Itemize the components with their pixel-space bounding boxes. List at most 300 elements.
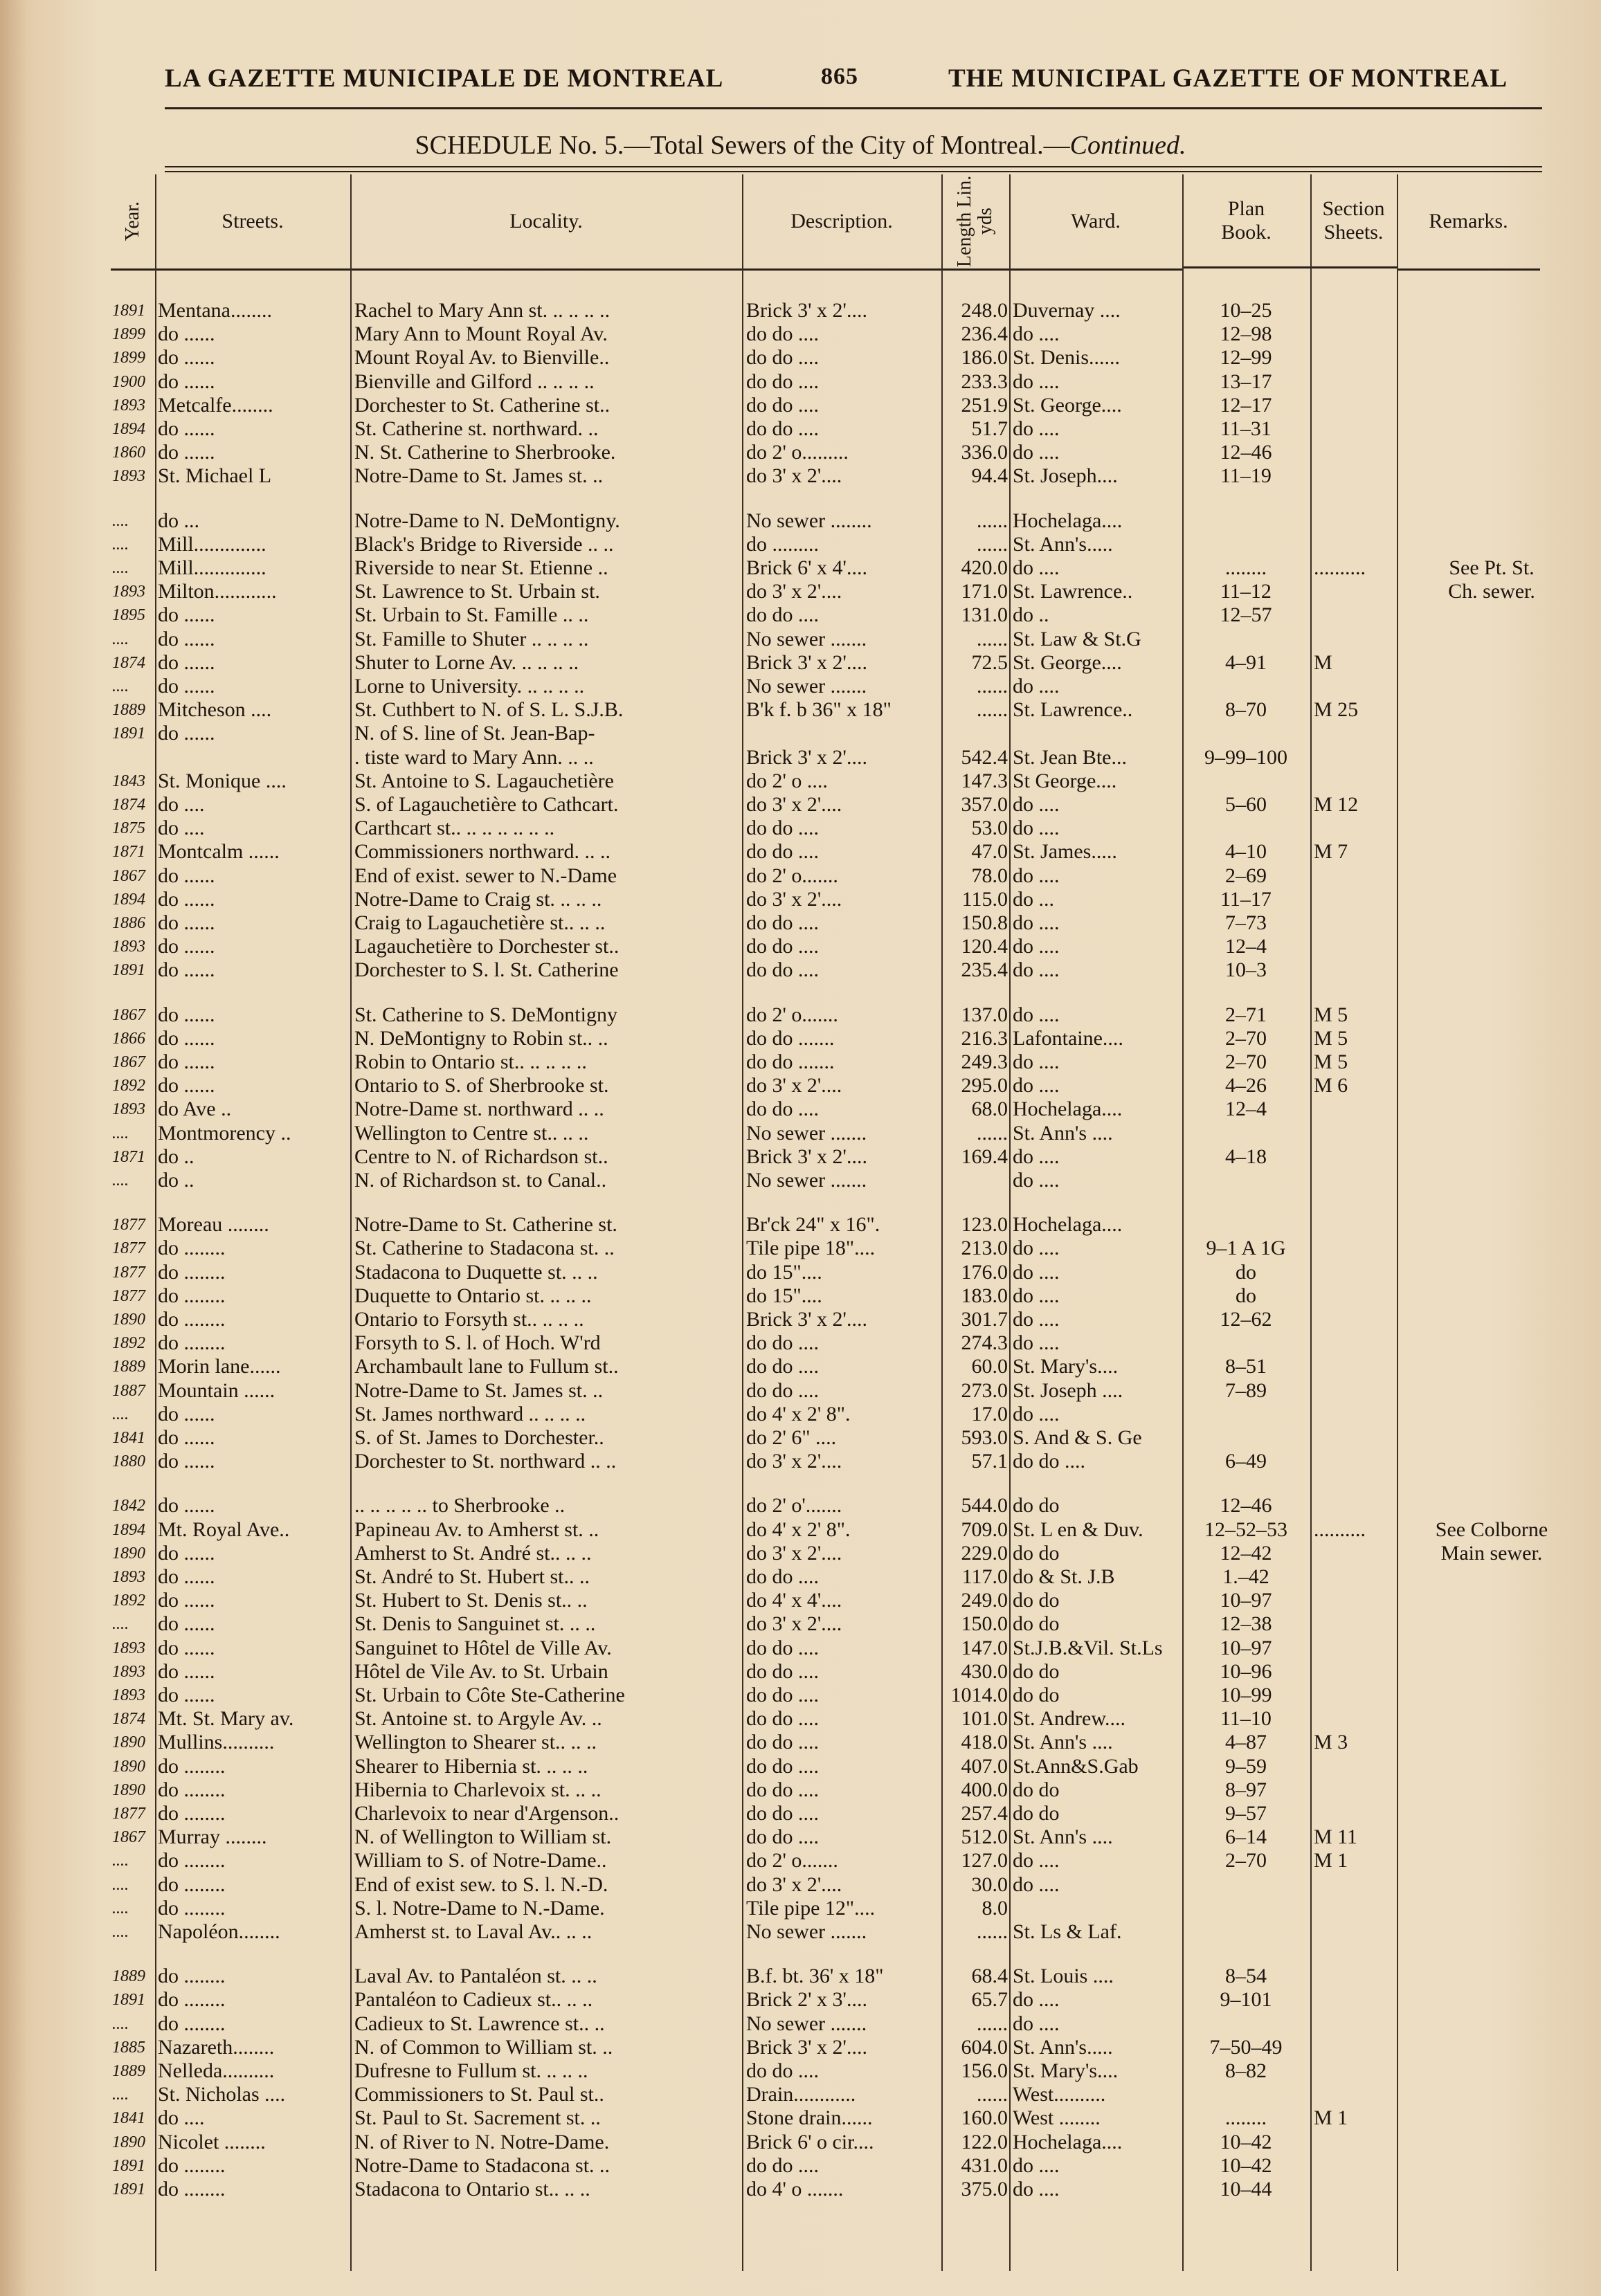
plan-book-cell: 11–19 xyxy=(1220,464,1272,488)
description-cell: do do .... xyxy=(746,2153,819,2177)
year-cell: 1891 xyxy=(112,2180,145,2198)
ward-cell: Hochelaga.... xyxy=(1013,1097,1123,1121)
length-cell: 160.0 xyxy=(961,2106,1008,2130)
year-cell: 1890 xyxy=(112,1733,145,1752)
year-cell: 1893 xyxy=(112,396,145,414)
ward-cell: do do xyxy=(1013,1541,1060,1565)
length-cell: ...... xyxy=(977,675,1008,698)
length-cell: 418.0 xyxy=(961,1731,1008,1754)
header-english-title: THE MUNICIPAL GAZETTE OF MONTREAL xyxy=(948,64,1508,93)
ward-cell: do .... xyxy=(1013,1331,1060,1355)
table-row xyxy=(111,675,1540,698)
length-cell: 216.3 xyxy=(961,1026,1008,1050)
length-cell: 1014.0 xyxy=(950,1684,1008,1706)
year-cell: .... xyxy=(112,535,129,554)
street-cell: Mountain ...... xyxy=(158,1378,275,1402)
description-cell: No sewer ........ xyxy=(746,509,872,532)
plan-book-cell: 6–14 xyxy=(1225,1825,1267,1849)
plan-book-cell: 11–10 xyxy=(1220,1707,1272,1731)
year-cell: 1893 xyxy=(112,938,145,956)
locality-cell: Notre-Dame to Craig st. .. .. .. xyxy=(354,887,602,911)
ward-cell: do do xyxy=(1013,1494,1060,1518)
plan-book-cell: 1.–42 xyxy=(1222,1565,1269,1588)
description-cell: do do ....... xyxy=(746,1026,835,1050)
length-cell: 375.0 xyxy=(961,2178,1008,2201)
plan-book-cell: 10–99 xyxy=(1220,1684,1272,1706)
street-cell: do ...... xyxy=(158,370,215,393)
year-cell: 1890 xyxy=(112,2133,145,2151)
ward-cell: West.......... xyxy=(1013,2083,1106,2106)
description-cell: do do .... xyxy=(746,1331,819,1355)
ward-cell: St. Ann's..... xyxy=(1013,2035,1113,2059)
street-cell: St. Michael L xyxy=(158,464,272,488)
year-cell: 1887 xyxy=(112,1381,145,1400)
table-row xyxy=(111,651,1540,675)
street-cell: do ...... xyxy=(158,1003,215,1026)
street-cell: do ........ xyxy=(158,1802,226,1825)
year-cell: 1889 xyxy=(112,1967,145,1986)
ward-cell: St. Mary's.... xyxy=(1013,2059,1119,2082)
plan-book-cell: 7–89 xyxy=(1225,1378,1267,1402)
plan-book-cell: 9–59 xyxy=(1225,1754,1267,1778)
description-cell: do do .... xyxy=(746,958,819,982)
length-cell: 295.0 xyxy=(961,1074,1008,1097)
length-cell: 604.0 xyxy=(961,2035,1008,2059)
description-cell: do ......... xyxy=(746,532,819,556)
table-row xyxy=(111,2154,1540,2178)
locality-cell: Shuter to Lorne Av. .. .. .. .. xyxy=(354,650,579,674)
year-cell: 1871 xyxy=(112,843,145,862)
length-cell: 122.0 xyxy=(961,2130,1008,2153)
street-cell: do ........ xyxy=(158,1778,226,1801)
year-cell: 1880 xyxy=(112,1452,145,1471)
year-cell: 1874 xyxy=(112,653,145,672)
table-row xyxy=(111,1920,1540,1944)
length-cell: 115.0 xyxy=(961,887,1008,911)
description-cell: do 4' x 2' 8". xyxy=(746,1402,851,1425)
table-row xyxy=(111,2036,1540,2059)
length-cell: ...... xyxy=(977,2012,1008,2035)
street-cell: St. Nicholas .... xyxy=(158,2083,286,2106)
ward-cell: do do .... xyxy=(1013,1450,1085,1473)
locality-cell: Notre-Dame to St. James st. .. xyxy=(354,1378,604,1402)
plan-book-cell: 10–42 xyxy=(1220,2130,1272,2153)
plan-book-cell: 2–70 xyxy=(1225,1849,1267,1873)
length-cell: 120.4 xyxy=(961,935,1008,958)
locality-cell: Hibernia to Charlevoix st. .. .. xyxy=(354,1778,601,1801)
year-cell: 1891 xyxy=(112,302,145,320)
street-cell: do ...... xyxy=(158,441,215,464)
length-cell: 137.0 xyxy=(961,1003,1008,1026)
table-row xyxy=(111,322,1540,346)
description-cell: No sewer ....... xyxy=(746,1920,867,1943)
plan-book-cell: 12–52–53 xyxy=(1204,1518,1287,1541)
plan-book-cell: 12–38 xyxy=(1220,1612,1272,1636)
description-cell: do do .... xyxy=(746,393,819,417)
plan-book-cell: 12–17 xyxy=(1220,393,1272,417)
year-cell: 1889 xyxy=(112,1358,145,1376)
description-cell: do 3' x 2'.... xyxy=(746,1541,842,1565)
length-cell: 117.0 xyxy=(961,1565,1008,1588)
table-row xyxy=(111,2106,1540,2130)
length-cell: 229.0 xyxy=(961,1541,1008,1565)
ward-cell: St. Law & St.G xyxy=(1013,627,1141,650)
year-cell: .... xyxy=(112,2086,129,2104)
year-cell: .... xyxy=(112,1124,129,1142)
ward-cell: do do xyxy=(1013,1802,1060,1825)
street-cell: Moreau ........ xyxy=(158,1213,269,1237)
street-cell: Mentana........ xyxy=(158,299,272,322)
ward-cell: do .... xyxy=(1013,1308,1060,1331)
column-header-streets: Streets. xyxy=(155,174,350,271)
table-row xyxy=(111,1379,1540,1403)
section-sheets-cell: .......... xyxy=(1314,556,1366,579)
length-cell: 30.0 xyxy=(971,1873,1008,1896)
section-sheets-cell: M 5 xyxy=(1314,1050,1348,1073)
length-cell: 249.3 xyxy=(961,1050,1008,1073)
locality-cell: Notre-Dame st. northward .. .. xyxy=(354,1097,604,1121)
locality-cell: St. Antoine to S. Lagauchetière xyxy=(354,769,614,792)
description-cell: do do .... xyxy=(746,840,819,864)
street-cell: do ........ xyxy=(158,1873,226,1896)
plan-book-cell: 4–91 xyxy=(1225,650,1267,674)
year-cell: 1893 xyxy=(112,467,145,486)
description-cell: do 3' x 2'.... xyxy=(746,887,842,911)
year-cell: 1891 xyxy=(112,725,145,743)
column-header-year: Year. xyxy=(111,174,155,271)
plan-book-cell: 4–87 xyxy=(1225,1731,1267,1754)
ward-cell: St. George.... xyxy=(1013,393,1122,417)
column-header-description: Description. xyxy=(742,174,941,271)
street-cell: do Ave .. xyxy=(158,1097,232,1121)
street-cell: do ........ xyxy=(158,1331,226,1355)
description-cell: Brick 3' x 2'.... xyxy=(746,1145,867,1168)
plan-book-cell: 4–10 xyxy=(1225,840,1267,864)
ward-cell: St. Denis...... xyxy=(1013,346,1121,370)
locality-cell: Carthcart st.. .. .. .. .. .. .. xyxy=(354,817,555,840)
ward-cell: St.J.B.&Vil. St.Ls xyxy=(1013,1636,1163,1659)
length-cell: ...... xyxy=(977,1920,1008,1943)
description-cell: Brick 6' o cir.... xyxy=(746,2130,874,2153)
ward-cell: do .... xyxy=(1013,556,1060,579)
description-cell: do do .... xyxy=(746,935,819,958)
length-cell: 236.4 xyxy=(961,322,1008,346)
description-cell: do do .... xyxy=(746,1802,819,1825)
year-cell: .... xyxy=(112,2014,129,2033)
locality-cell: St. Hubert to St. Denis st.. .. xyxy=(354,1589,588,1612)
table-row xyxy=(111,2178,1540,2201)
column-header-plan-book: Plan Book. xyxy=(1182,174,1310,268)
locality-cell: Notre-Dame to N. DeMontigny. xyxy=(354,509,620,532)
table-row xyxy=(111,1308,1540,1331)
locality-cell: Stadacona to Duquette st. .. .. xyxy=(354,1260,598,1284)
ward-cell: St. James..... xyxy=(1013,840,1117,864)
length-cell: 357.0 xyxy=(961,793,1008,816)
section-sheets-cell: M 25 xyxy=(1314,698,1359,722)
table-row xyxy=(111,1122,1540,1145)
column-header-remarks: Remarks. xyxy=(1397,174,1540,271)
plan-book-cell: 12–57 xyxy=(1220,603,1272,627)
locality-cell: S. of St. James to Dorchester.. xyxy=(354,1426,604,1449)
street-cell: do ...... xyxy=(158,1541,215,1565)
description-cell: do 4' o ....... xyxy=(746,2178,844,2201)
plan-book-cell: 7–73 xyxy=(1225,911,1267,934)
year-cell: 1867 xyxy=(112,1005,145,1024)
table-row xyxy=(111,793,1540,817)
ward-cell: do do xyxy=(1013,1684,1060,1706)
year-cell: .... xyxy=(112,1615,129,1634)
street-cell: do ...... xyxy=(158,887,215,911)
description-cell: do do .... xyxy=(746,2059,819,2082)
plan-book-cell: 2–70 xyxy=(1225,1026,1267,1050)
length-cell: 233.3 xyxy=(961,370,1008,393)
locality-cell: Dorchester to S. l. St. Catherine xyxy=(354,958,619,982)
year-cell: .... xyxy=(112,559,129,577)
length-cell: 127.0 xyxy=(961,1849,1008,1873)
street-cell: do ........ xyxy=(158,1896,226,1920)
plan-book-cell: 12–4 xyxy=(1225,1097,1267,1121)
description-cell: Brick 3' x 2'.... xyxy=(746,299,867,322)
street-cell: do ...... xyxy=(158,650,215,674)
table-row xyxy=(111,1873,1540,1897)
ward-cell: do do xyxy=(1013,1659,1060,1683)
street-cell: do ...... xyxy=(158,1636,215,1659)
description-cell: do do .... xyxy=(746,1659,819,1683)
ward-cell: St. Mary's.... xyxy=(1013,1355,1119,1378)
street-cell: Nazareth........ xyxy=(158,2035,275,2059)
schedule-title-text: SCHEDULE No. 5.—Total Sewers of the City of Montreal.— xyxy=(415,131,1070,160)
table-row xyxy=(111,1731,1540,1754)
locality-cell: Mary Ann to Mount Royal Av. xyxy=(354,322,608,346)
plan-book-cell: 11–17 xyxy=(1220,887,1272,911)
description-cell: No sewer ....... xyxy=(746,1121,867,1145)
table-row xyxy=(111,2083,1540,2106)
length-cell: 542.4 xyxy=(961,745,1008,769)
description-cell: do 3' x 2'.... xyxy=(746,793,842,816)
street-cell: do ........ xyxy=(158,1237,226,1260)
year-cell: .... xyxy=(112,511,129,530)
ward-cell: do ... xyxy=(1013,887,1054,911)
year-cell: 1892 xyxy=(112,1334,145,1353)
length-cell: 249.0 xyxy=(961,1589,1008,1612)
length-cell: ...... xyxy=(977,2083,1008,2106)
ward-cell: St. Jean Bte... xyxy=(1013,745,1127,769)
locality-cell: Hôtel de Vile Av. to St. Urbain xyxy=(354,1659,608,1683)
table-row xyxy=(111,556,1540,580)
locality-cell: Wellington to Shearer st.. .. .. xyxy=(354,1731,597,1754)
year-cell: 1877 xyxy=(112,1239,145,1258)
ward-cell: do do xyxy=(1013,1589,1060,1612)
length-cell: 273.0 xyxy=(961,1378,1008,1402)
ward-cell: do .. xyxy=(1013,603,1049,627)
street-cell: Mullins.......... xyxy=(158,1731,275,1754)
length-cell: ...... xyxy=(977,509,1008,532)
street-cell: do ........ xyxy=(158,1754,226,1778)
plan-book-cell: 10–97 xyxy=(1220,1636,1272,1659)
plan-book-cell: 10–3 xyxy=(1225,958,1267,982)
description-cell: do do .... xyxy=(746,817,819,840)
year-cell: 1866 xyxy=(112,1029,145,1048)
length-cell: 213.0 xyxy=(961,1237,1008,1260)
table-row xyxy=(111,1426,1540,1450)
plan-book-cell: 12–46 xyxy=(1220,1494,1272,1518)
table-row xyxy=(111,698,1540,722)
locality-cell: Amherst st. to Laval Av.. .. .. xyxy=(354,1920,593,1943)
remarks-cell: See Pt. St. xyxy=(1449,556,1535,579)
length-cell: 251.9 xyxy=(961,393,1008,417)
table-row xyxy=(111,935,1540,958)
length-cell: 301.7 xyxy=(961,1308,1008,1331)
length-cell: 94.4 xyxy=(971,464,1008,488)
table-row xyxy=(111,1027,1540,1050)
ward-cell: do .... xyxy=(1013,441,1060,464)
street-cell: do ...... xyxy=(158,1494,215,1518)
column-header-section-sheets: Section Sheets. xyxy=(1310,174,1397,268)
length-cell: 101.0 xyxy=(961,1707,1008,1731)
street-cell: do ........ xyxy=(158,1988,226,2012)
title-rule xyxy=(165,166,1542,167)
locality-cell: St. Catherine st. northward. .. xyxy=(354,417,599,440)
table-row xyxy=(111,1074,1540,1097)
street-cell: Metcalfe........ xyxy=(158,393,273,417)
description-cell: do do .... xyxy=(746,1565,819,1588)
length-cell: 150.0 xyxy=(961,1612,1008,1636)
year-cell: 1867 xyxy=(112,1053,145,1071)
street-cell: do ...... xyxy=(158,1402,215,1425)
locality-cell: Duquette to Ontario st. .. .. .. xyxy=(354,1284,592,1307)
description-cell: do do .... xyxy=(746,1754,819,1778)
ward-cell: do .... xyxy=(1013,370,1060,393)
street-cell: do ...... xyxy=(158,1589,215,1612)
street-cell: do ........ xyxy=(158,2178,226,2201)
ward-cell: Hochelaga.... xyxy=(1013,2130,1123,2153)
ward-cell: St. Lawrence.. xyxy=(1013,580,1133,603)
ward-cell: do .... xyxy=(1013,322,1060,346)
street-cell: Mill.............. xyxy=(158,532,266,556)
year-cell: .... xyxy=(112,1923,129,1941)
plan-book-cell: 5–60 xyxy=(1225,793,1267,816)
locality-cell: William to S. of Notre-Dame.. xyxy=(354,1849,607,1873)
schedule-title xyxy=(0,130,1601,161)
remarks-cell: See Colborne xyxy=(1435,1518,1548,1541)
length-cell: 131.0 xyxy=(961,603,1008,627)
description-cell: do 3' x 2'.... xyxy=(746,1873,842,1896)
description-cell: B'k f. b 36" x 18" xyxy=(746,698,892,722)
description-cell: do do .... xyxy=(746,322,819,346)
description-cell: B.f. bt. 36' x 18" xyxy=(746,1965,884,1988)
street-cell: do .... xyxy=(158,793,205,816)
description-cell: do do .... xyxy=(746,603,819,627)
length-cell: 431.0 xyxy=(961,2153,1008,2177)
locality-cell: Laval Av. to Pantaléon st. .. .. xyxy=(354,1965,597,1988)
table-row xyxy=(111,746,1540,769)
ward-cell: do .... xyxy=(1013,793,1060,816)
description-cell: do 2' o'....... xyxy=(746,1494,842,1518)
street-cell: do ...... xyxy=(158,1659,215,1683)
locality-cell: N. St. Catherine to Sherbrooke. xyxy=(354,441,616,464)
length-cell: 186.0 xyxy=(961,346,1008,370)
description-cell: No sewer ....... xyxy=(746,2012,867,2035)
table-row xyxy=(111,394,1540,417)
plan-book-cell: 10–42 xyxy=(1220,2153,1272,2177)
table-row xyxy=(111,1541,1543,1565)
column-header-locality: Locality. xyxy=(350,174,742,271)
year-cell: 1893 xyxy=(112,1100,145,1119)
table-row xyxy=(111,370,1540,394)
table-row xyxy=(111,769,1540,793)
description-cell: do 3' x 2'.... xyxy=(746,1074,842,1097)
description-cell: Brick 3' x 2'.... xyxy=(746,1308,867,1331)
table-row xyxy=(111,1755,1540,1778)
plan-book-cell: 8–54 xyxy=(1225,1965,1267,1988)
locality-cell: Commissioners to St. Paul st.. xyxy=(354,2083,604,2106)
table-row xyxy=(111,1050,1540,1074)
table-row xyxy=(111,888,1540,911)
ward-cell: do .... xyxy=(1013,1873,1060,1896)
ward-cell: do do xyxy=(1013,1612,1060,1636)
table-row xyxy=(111,1707,1540,1731)
description-cell: Stone drain...... xyxy=(746,2106,873,2130)
section-sheets-cell: M xyxy=(1314,650,1332,674)
year-cell: 1893 xyxy=(112,1662,145,1681)
running-head xyxy=(165,64,1521,98)
locality-cell: St. Lawrence to St. Urbain st. xyxy=(354,580,600,603)
ward-cell: St. Lawrence.. xyxy=(1013,698,1133,722)
year-cell: 1871 xyxy=(112,1147,145,1166)
street-cell: do ...... xyxy=(158,958,215,982)
description-cell: Brick 2' x 3'.... xyxy=(746,1988,867,2012)
year-cell: 1877 xyxy=(112,1805,145,1823)
year-cell: .... xyxy=(112,1899,129,1917)
year-cell: 1895 xyxy=(112,606,145,625)
street-cell: do ...... xyxy=(158,722,215,745)
ward-cell: do .... xyxy=(1013,817,1060,840)
ward-cell: S. And & S. Ge xyxy=(1013,1426,1142,1449)
street-cell: do .. xyxy=(158,1145,195,1168)
locality-cell: .. .. .. .. .. to Sherbrooke .. xyxy=(354,1494,566,1518)
description-cell: do 2' o .... xyxy=(746,769,828,792)
section-sheets-cell: M 1 xyxy=(1314,1849,1348,1873)
length-cell: 17.0 xyxy=(971,1402,1008,1425)
length-cell: 407.0 xyxy=(961,1754,1008,1778)
length-cell: 336.0 xyxy=(961,441,1008,464)
remarks-cell: Main sewer. xyxy=(1440,1541,1543,1565)
locality-cell: Lagauchetière to Dorchester st.. xyxy=(354,935,619,958)
table-row xyxy=(111,533,1540,556)
year-cell: 1892 xyxy=(112,1592,145,1610)
plan-book-cell: 2–69 xyxy=(1225,864,1267,887)
year-cell: 1842 xyxy=(112,1497,145,1515)
street-cell: do .... xyxy=(158,2106,205,2130)
length-cell: 123.0 xyxy=(961,1213,1008,1237)
ward-cell: do .... xyxy=(1013,675,1060,698)
locality-cell: Notre-Dame to St. Catherine st. xyxy=(354,1213,617,1237)
length-cell: ...... xyxy=(977,698,1008,722)
locality-cell: Forsyth to S. l. of Hoch. W'rd xyxy=(354,1331,601,1355)
length-cell: 47.0 xyxy=(971,840,1008,864)
street-cell: do ........ xyxy=(158,1308,226,1331)
locality-cell: Centre to N. of Richardson st.. xyxy=(354,1145,608,1168)
ward-cell: do .... xyxy=(1013,1145,1060,1168)
year-cell: 1877 xyxy=(112,1263,145,1282)
locality-cell: End of exist. sewer to N.-Dame xyxy=(354,864,617,887)
street-cell: do ...... xyxy=(158,603,215,627)
length-cell: 593.0 xyxy=(961,1426,1008,1449)
length-cell: 400.0 xyxy=(961,1778,1008,1801)
year-cell: 1875 xyxy=(112,819,145,838)
locality-cell: End of exist sew. to S. l. N.-D. xyxy=(354,1873,608,1896)
street-cell: Mill.............. xyxy=(158,556,266,579)
